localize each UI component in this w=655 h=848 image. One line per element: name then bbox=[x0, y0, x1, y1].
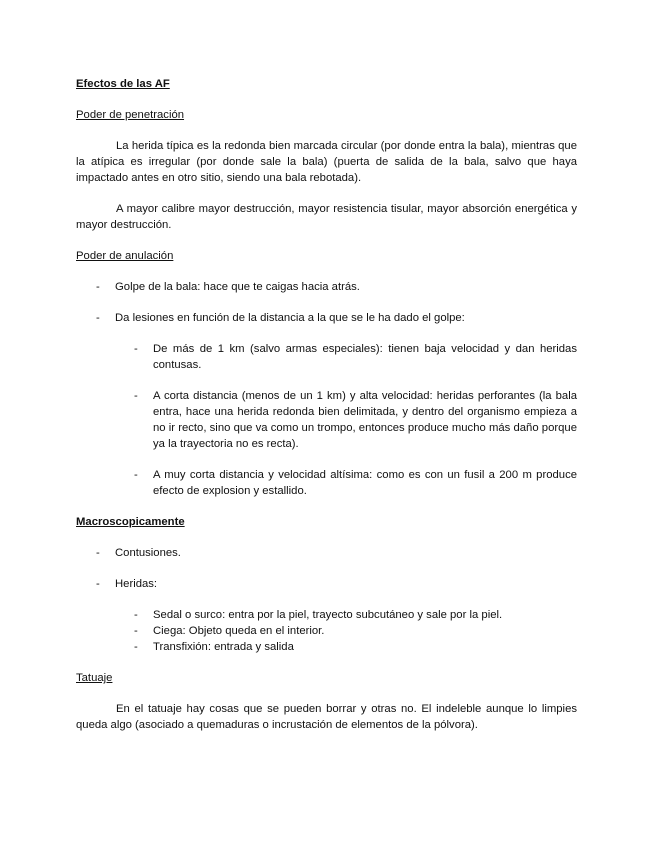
sub-list-item-text: Sedal o surco: entra por la piel, trayecto subcutáneo y sale por la piel. bbox=[153, 609, 503, 621]
paragraph-tatuaje: En el tatuaje hay cosas que se pueden borrar y otras no. El indeleble aunque lo limpies queda algo (asociado a quemaduras o incrustación de elementos de la pólvora). bbox=[76, 703, 577, 731]
paragraph-mayor-calibre: A mayor calibre mayor destrucción, mayor resistencia tisular, mayor absorción energética y mayor destrucción. bbox=[76, 203, 577, 231]
bullet-dash: - bbox=[134, 343, 138, 355]
bullet-dash: - bbox=[134, 390, 138, 402]
list-item-text: Heridas: bbox=[115, 578, 158, 590]
bullet-dash: - bbox=[134, 641, 138, 653]
heading-poder-anulacion: Poder de anulación bbox=[76, 250, 174, 262]
bullet-dash: - bbox=[96, 578, 100, 590]
heading-macroscopicamente: Macroscopicamente bbox=[76, 516, 185, 528]
list-item bbox=[76, 545, 577, 561]
sub-list-item-text: De más de 1 km (salvo armas especiales): tienen baja velocidad y dan heridas contusas. bbox=[153, 343, 577, 371]
list-item-text: Da lesiones en función de la distancia a la que se le ha dado el golpe: bbox=[115, 312, 465, 324]
bullet-dash: - bbox=[96, 547, 100, 559]
heading-tatuaje: Tatuaje bbox=[76, 672, 113, 684]
bullet-dash: - bbox=[134, 609, 138, 621]
sub-list-item bbox=[76, 467, 577, 499]
sub-list-item bbox=[76, 341, 577, 373]
list-item bbox=[76, 576, 577, 592]
list-item-text: Contusiones. bbox=[115, 547, 181, 559]
list-item-text: Golpe de la bala: hace que te caigas hacia atrás. bbox=[115, 281, 360, 293]
sub-list-item-text: Transfixión: entrada y salida bbox=[153, 641, 294, 653]
bullet-dash: - bbox=[96, 312, 100, 324]
bullet-dash: - bbox=[96, 281, 100, 293]
sub-list-item-text: Ciega: Objeto queda en el interior. bbox=[153, 625, 325, 637]
document-page bbox=[76, 76, 577, 733]
list-item bbox=[76, 310, 577, 326]
sub-list-item bbox=[76, 623, 577, 639]
paragraph-herida-tipica: La herida típica es la redonda bien marcada circular (por donde entra la bala), mientras que la atípica es irregular (por donde sale la bala) (puerta de salida de la bala, salvo que haya impactado antes en otro sitio, siendo una bala rebotada). bbox=[76, 140, 577, 184]
sub-list-item-text: A muy corta distancia y velocidad altísima: como es con un fusil a 200 m produce efecto de explosion y estallido. bbox=[153, 469, 577, 497]
sub-list-item bbox=[76, 388, 577, 452]
sub-list-item bbox=[76, 607, 577, 623]
bullet-dash: - bbox=[134, 625, 138, 637]
sub-list-item-text: A corta distancia (menos de un 1 km) y alta velocidad: heridas perforantes (la bala entra, hace una herida redonda bien delimitada, y dentro del organismo empieza a no ir recto, sino que va como un trompo, entonces produce mucho más daño porque ya la trayectoria no es recta). bbox=[153, 390, 577, 450]
heading-poder-penetracion: Poder de penetración bbox=[76, 109, 185, 121]
sub-list-item bbox=[76, 639, 577, 655]
list-item bbox=[76, 279, 577, 295]
document-title: Efectos de las AF bbox=[76, 78, 170, 90]
bullet-dash: - bbox=[134, 469, 138, 481]
